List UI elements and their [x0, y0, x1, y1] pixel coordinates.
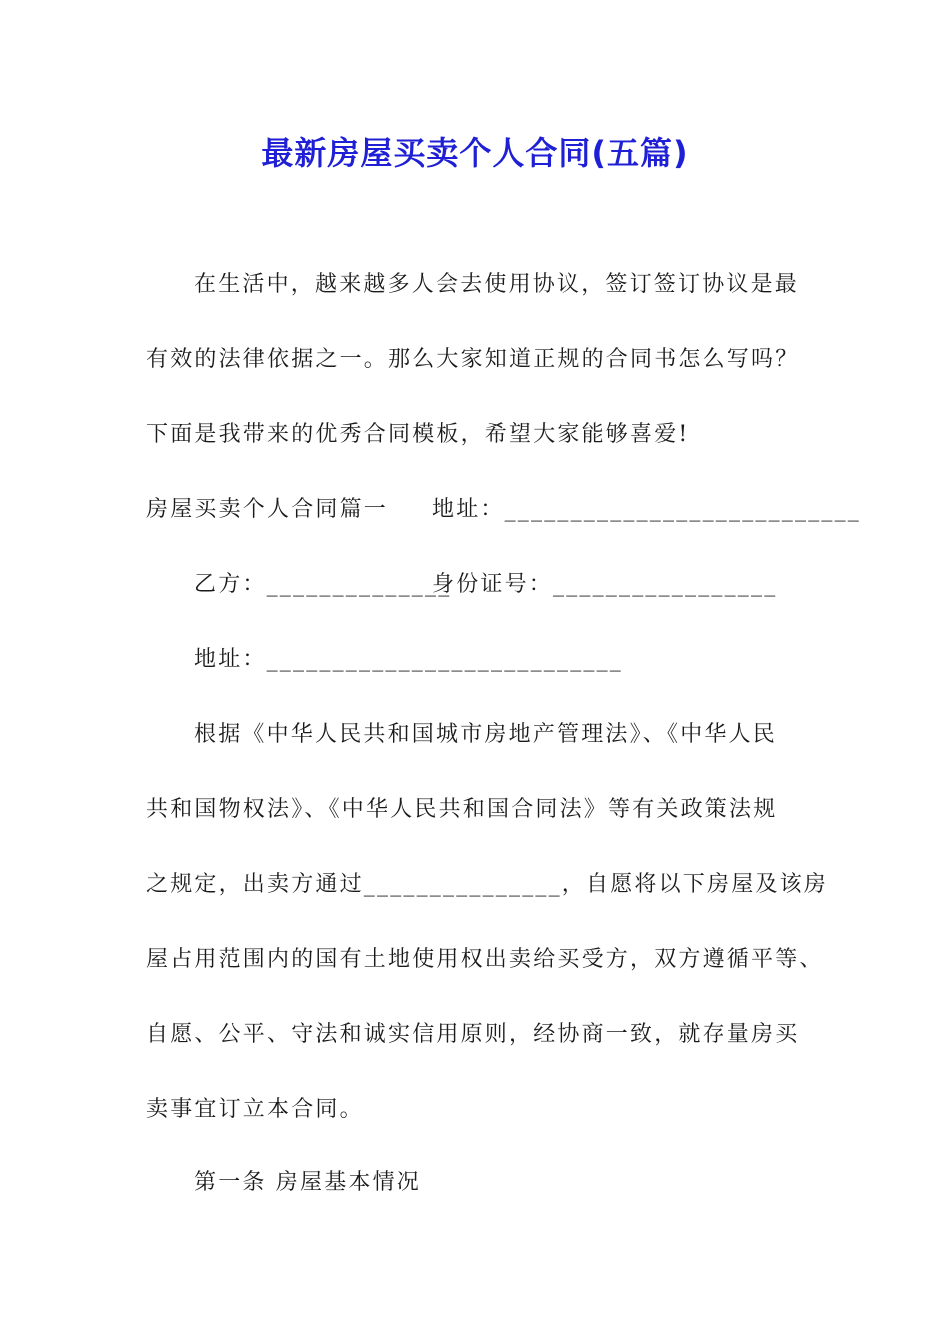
paragraph-line: 根据《中华人民共和国城市房地产管理法》、《中华人民	[194, 722, 778, 747]
paragraph-line: 自愿、公平、守法和诚实信用原则，经协商一致，就存量房买	[146, 1022, 800, 1047]
paragraph-line: 共和国物权法》、《中华人民共和国合同法》等有关政策法规	[146, 797, 778, 822]
paragraph-line: 之规定，出卖方通过_______________，自愿将以下房屋及该房	[146, 872, 829, 897]
party-b-field: 乙方：______________	[194, 572, 452, 597]
id-number-field: 身份证号：_________________	[432, 572, 778, 597]
paragraph-line: 下面是我带来的优秀合同模板，希望大家能够喜爱!	[146, 422, 690, 447]
paragraph-line: 卖事宜订立本合同。	[146, 1097, 364, 1122]
address-field-2: 地址：___________________________	[194, 647, 624, 672]
contract-section-heading: 房屋买卖个人合同篇一	[146, 497, 389, 522]
article-heading: 第一条 房屋基本情况	[194, 1170, 421, 1195]
address-field-1: 地址：___________________________	[432, 497, 862, 522]
paragraph-line: 有效的法律依据之一。那么大家知道正规的合同书怎么写吗？	[146, 347, 800, 372]
paragraph-line: 屋占用范围内的国有土地使用权出卖给买受方，双方遵循平等、	[146, 947, 824, 972]
paragraph-line: 在生活中，越来越多人会去使用协议，签订签订协议是最	[194, 272, 800, 297]
document-title: 最新房屋买卖个人合同(五篇)	[261, 134, 689, 172]
